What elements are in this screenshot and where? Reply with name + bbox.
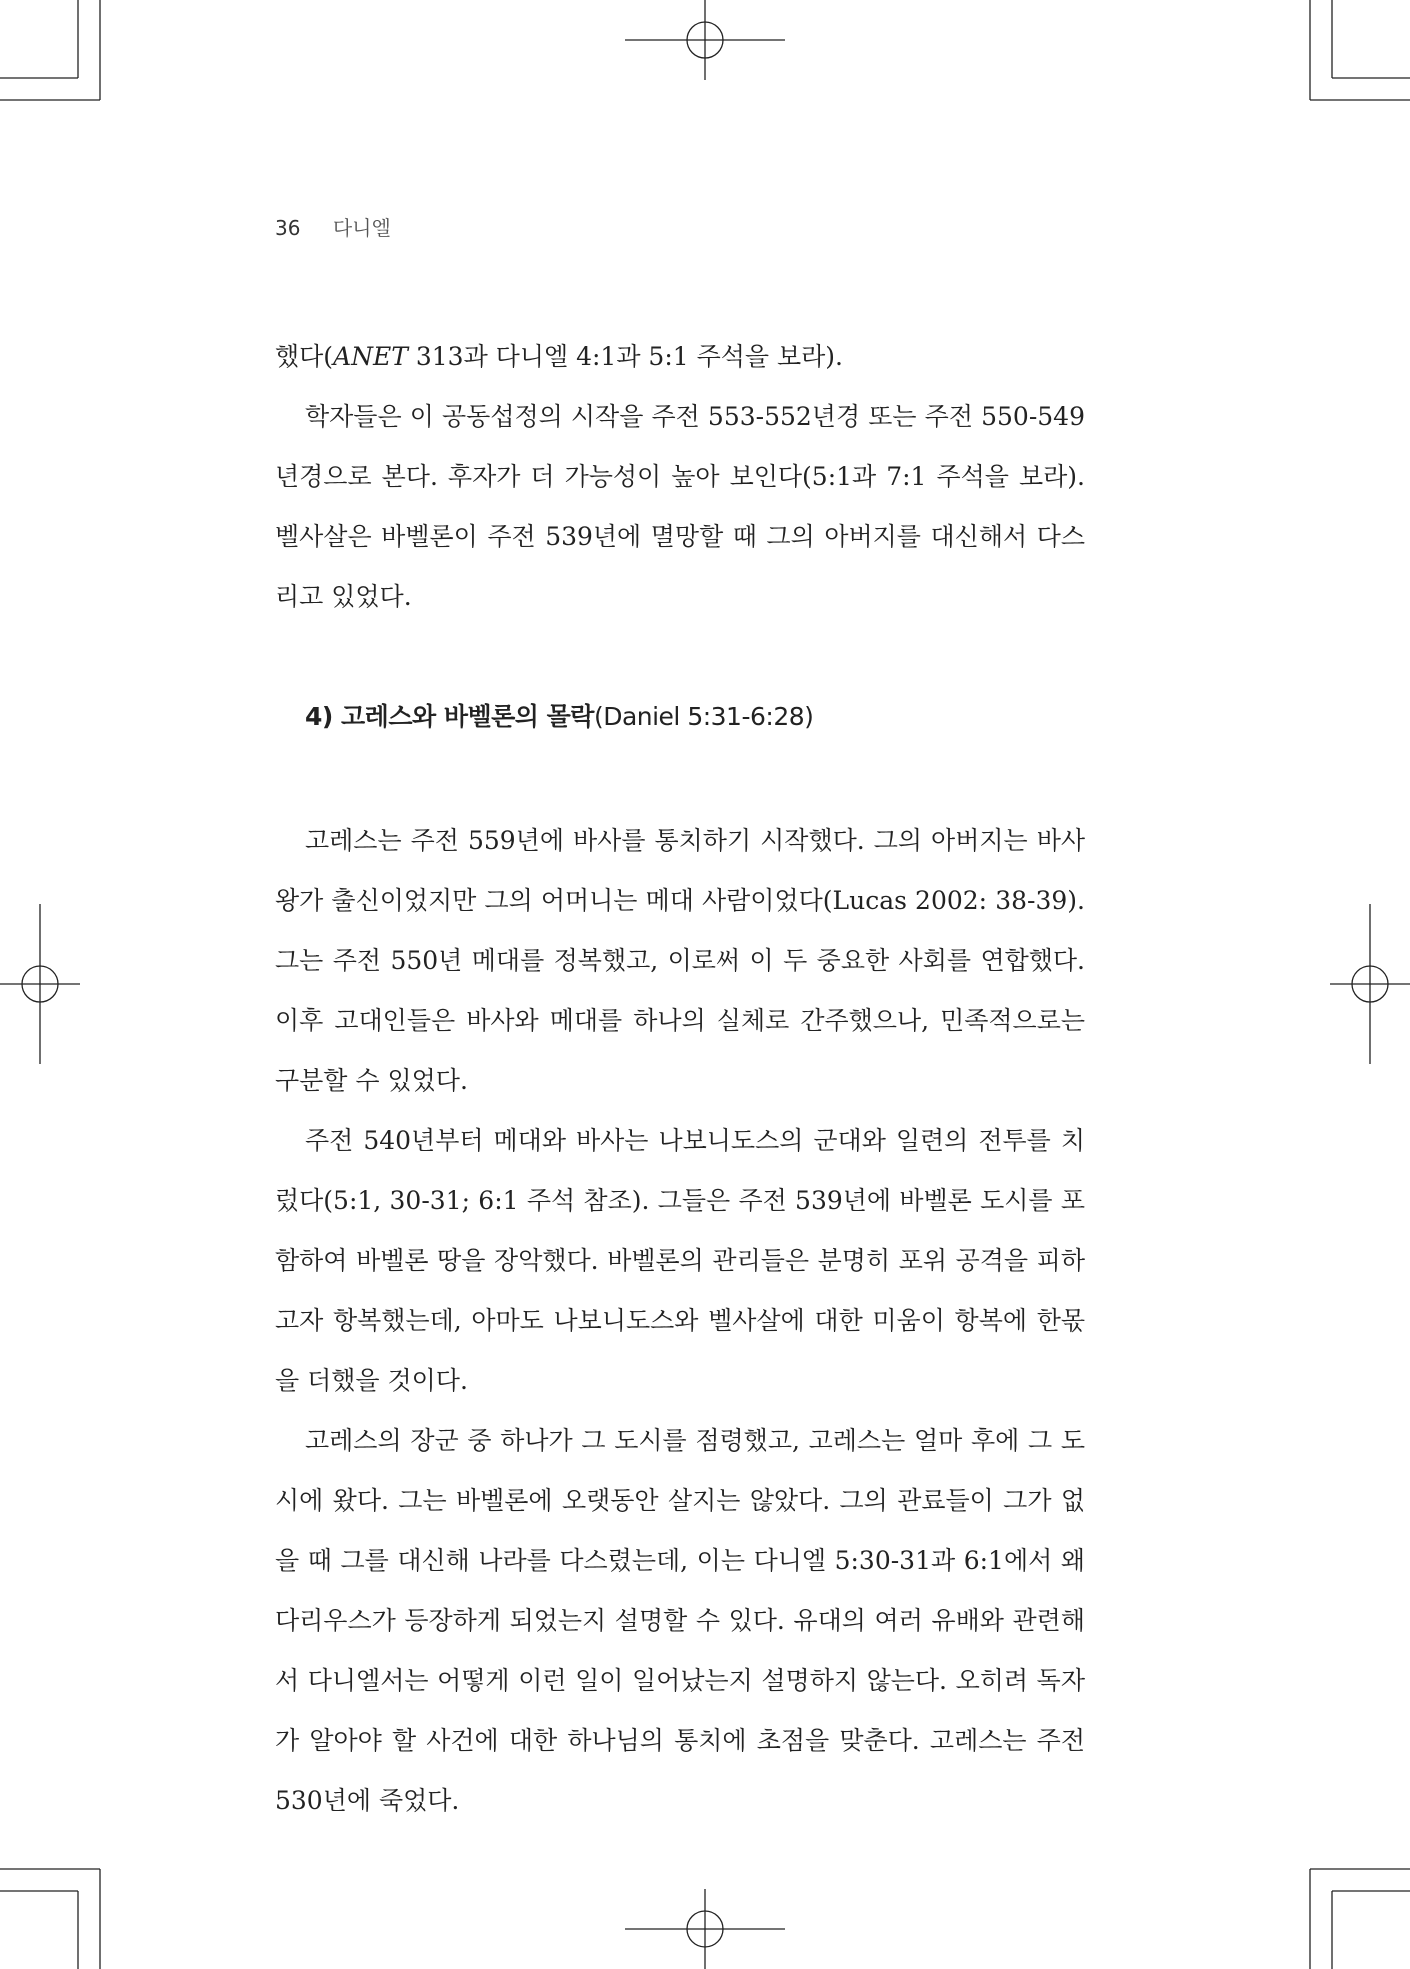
body-text	[275, 327, 1085, 1831]
registration-mark-top	[625, 0, 785, 80]
paragraph-cyrus-reign: 고레스는 주전 559년에 바사를 통치하기 시작했다. 그의 아버지는 바사 왕가 출신이었지만 그의 어머니는 메대 사람이었다(Lucas 2002: 38-39). 그는 주전 550년 메대를 정복했고, 이로써 이 두 중요한 사회를 연합했다. 이후 고대인들은 바사와 메대를 하나의 실체로 간주했으나, 민족적으로는 구분할 수 있었다.	[275, 826, 1085, 1095]
crop-mark-top-right	[1310, 0, 1410, 100]
book-title: 다니엘	[332, 216, 391, 240]
page-number: 36	[275, 216, 301, 240]
paragraph-coregency: 학자들은 이 공동섭정의 시작을 주전 553-552년경 또는 주전 550-549년경으로 본다. 후자가 더 가능성이 높아 보인다(5:1과 7:1 주석을 보라). 벨사살은 바벨론이 주전 539년에 멸망할 때 그의 아버지를 대신해서 다스리고 있었다.	[275, 402, 1085, 611]
running-head	[275, 212, 391, 241]
crop-mark-bottom-right	[1310, 1869, 1410, 1969]
registration-mark-left	[0, 904, 80, 1064]
registration-mark-bottom	[625, 1889, 785, 1969]
paragraph-continued-post: 313과 다니엘 4:1과 5:1 주석을 보라).	[407, 342, 843, 371]
section-heading	[305, 697, 1085, 737]
paragraph-continued-pre: 했다(	[275, 342, 334, 371]
crop-mark-bottom-left	[0, 1869, 100, 1969]
section-reference: (Daniel 5:31-6:28)	[593, 702, 814, 731]
crop-mark-top-left	[0, 0, 100, 100]
anet-citation: ANET	[333, 342, 408, 371]
section-title: 4) 고레스와 바벨론의 몰락	[305, 702, 594, 731]
paragraph-cyrus-general: 고레스의 장군 중 하나가 그 도시를 점령했고, 고레스는 얼마 후에 그 도시에 왔다. 그는 바벨론에 오랫동안 살지는 않았다. 그의 관료들이 그가 없을 때 그를 대신해 나라를 다스렸는데, 이는 다니엘 5:30-31과 6:1에서 왜 다리우스가 등장하게 되었는지 설명할 수 있다. 유대의 여러 유배와 관련해서 다니엘서는 어떻게 이런 일이 일어났는지 설명하지 않는다. 오히려 독자가 알아야 할 사건에 대한 하나님의 통치에 초점을 맞춘다. 고레스는 주전 530년에 죽었다.	[275, 1426, 1085, 1815]
paragraph-babylon-conquest: 주전 540년부터 메대와 바사는 나보니도스의 군대와 일련의 전투를 치렀다(5:1, 30-31; 6:1 주석 참조). 그들은 주전 539년에 바벨론 도시를 포함하여 바벨론 땅을 장악했다. 바벨론의 관리들은 분명히 포위 공격을 피하고자 항복했는데, 아마도 나보니도스와 벨사살에 대한 미움이 항복에 한몫을 더했을 것이다.	[275, 1126, 1085, 1395]
paragraph-continued	[275, 327, 1085, 387]
registration-mark-right	[1330, 904, 1410, 1064]
